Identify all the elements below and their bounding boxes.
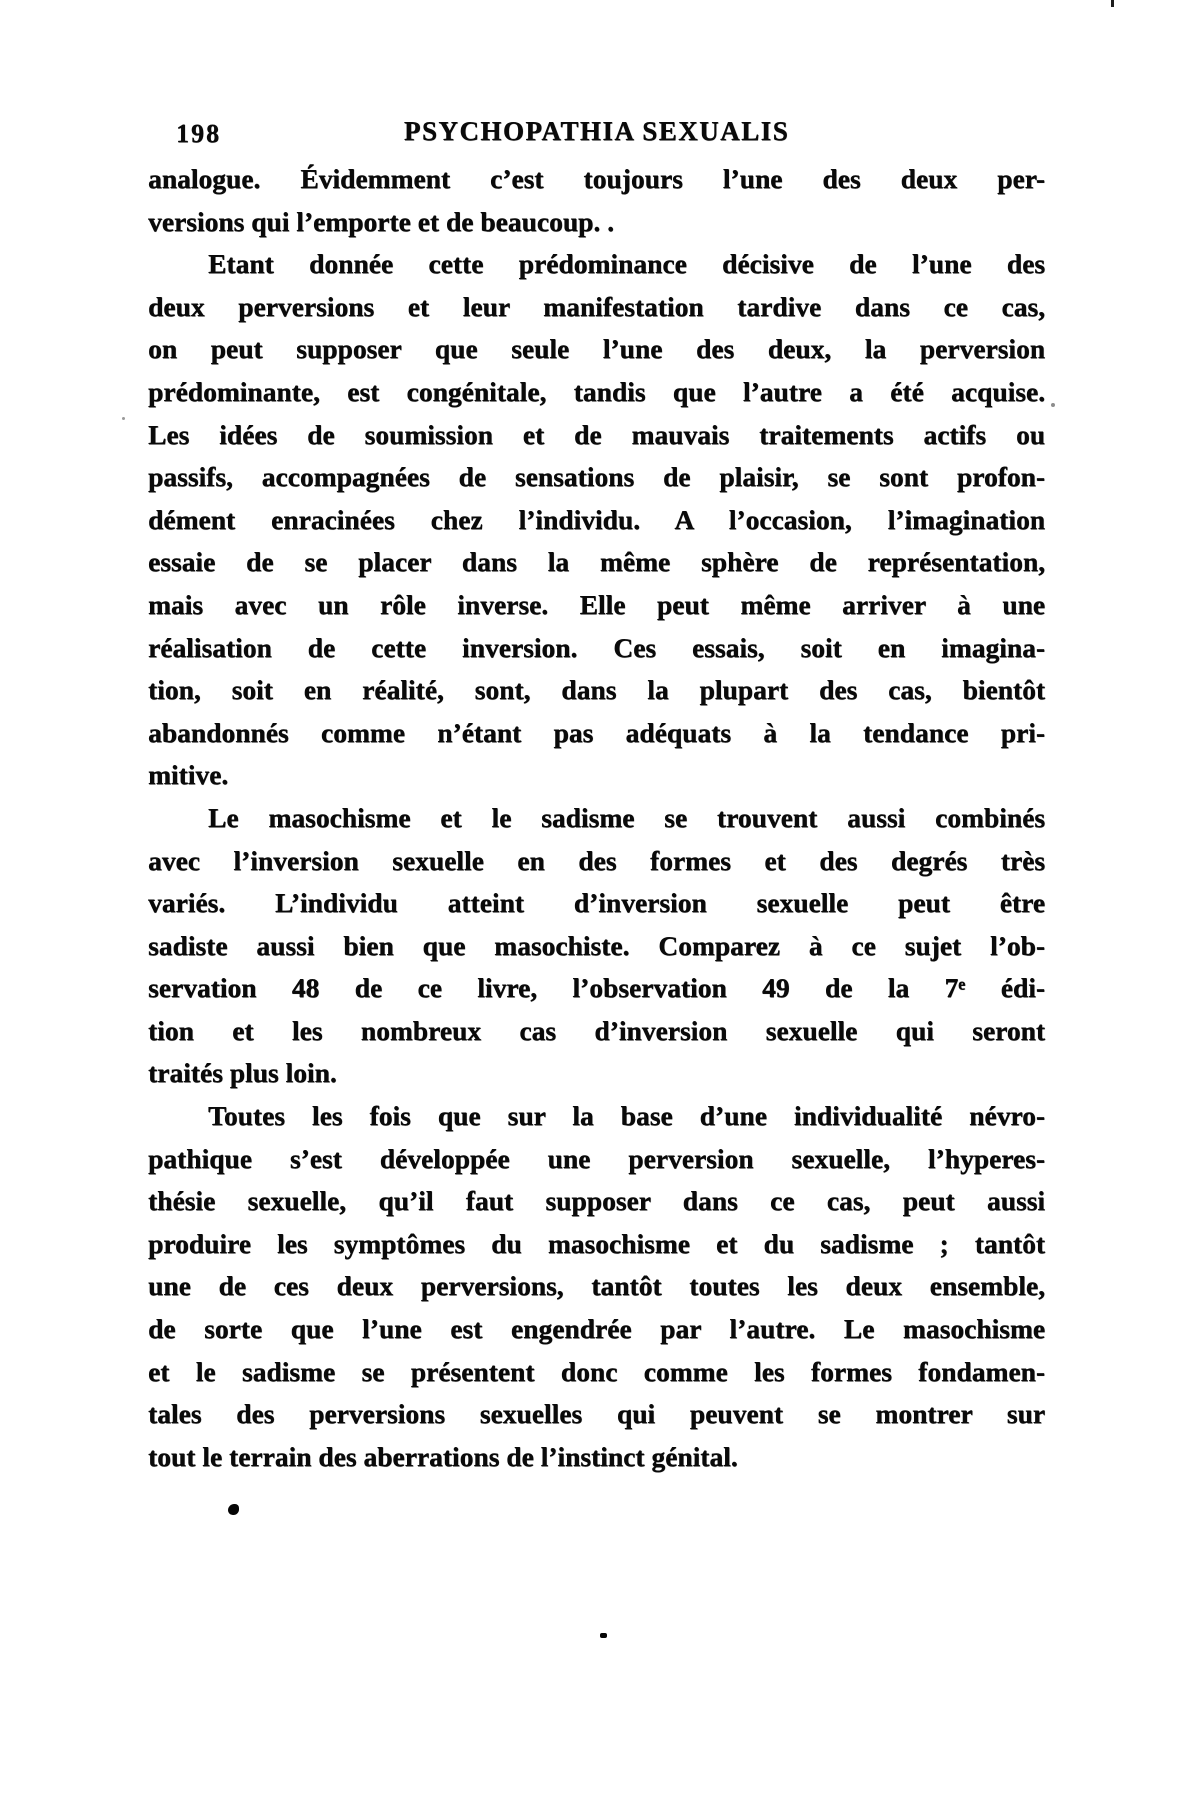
text-line: Etant donnée cette prédominance décisive de l’une des [208, 248, 1045, 280]
text-line: réalisation de cette inversion. Ces essais, soit en imagina- [148, 631, 1045, 663]
page-number: 198 [176, 119, 221, 148]
text-line: pathique s’est développée une perversion sexuelle, l’hyperes- [148, 1142, 1045, 1174]
running-header-title: PSYCHOPATHIA SEXUALIS [403, 116, 790, 146]
ink-blob [228, 1504, 239, 1515]
text-line: traités plus loin. [148, 1057, 337, 1089]
text-line: de sorte que l’une est engendrée par l’autre. Le masochisme [148, 1313, 1045, 1345]
text-line: mitive. [148, 759, 229, 791]
text-line: analogue. Évidemment c’est toujours l’une des deux per- [148, 163, 1045, 194]
text-line: prédominante, est congénitale, tandis que l’autre a été acquise. [148, 375, 1045, 407]
text-line: avec l’inversion sexuelle en des formes et des degrés très [148, 844, 1045, 876]
text-line: thésie sexuelle, qu’il faut supposer dans ce cas, peut aussi [148, 1185, 1045, 1217]
text-line: mais avec un rôle inverse. Elle peut même arriver à une [148, 588, 1045, 620]
ink-speck [600, 1633, 607, 1638]
text-line: sadiste aussi bien que masochiste. Comparez à ce sujet l’ob- [148, 929, 1045, 961]
text-line: on peut supposer que seule l’une des deux, la perversion [148, 333, 1045, 365]
text-line: essaie de se placer dans la même sphère de représentation, [148, 546, 1045, 578]
text-line: Le masochisme et le sadisme se trouvent aussi combinés [208, 801, 1045, 833]
text-line: abandonnés comme n’étant pas adéquats à la tendance pri- [148, 716, 1045, 748]
text-line: passifs, accompagnées de sensations de plaisir, se sont profon- [148, 461, 1045, 493]
text-line: variés. L’individu atteint d’inversion sexuelle peut être [148, 887, 1045, 919]
text-line: deux perversions et leur manifestation tardive dans ce cas, [148, 290, 1045, 322]
text-line: tion, soit en réalité, sont, dans la plupart des cas, bientôt [148, 674, 1045, 706]
text-line: servation 48 de ce livre, l’observation 49 de la 7ᵉ édi- [148, 972, 1045, 1004]
text-line: tout le terrain des aberrations de l’instinct génital. [148, 1440, 738, 1472]
text-line: tion et les nombreux cas d’inversion sexuelle qui seront [148, 1014, 1045, 1046]
text-line: tales des perversions sexuelles qui peuvent se montrer sur [148, 1398, 1045, 1430]
text-line: versions qui l’emporte et de beaucoup. . [148, 205, 614, 237]
corner-ink-mark [1111, 0, 1114, 7]
text-line: Les idées de soumission et de mauvais traitements actifs ou [148, 418, 1045, 450]
faint-ink-dot [1051, 403, 1055, 407]
text-line: Toutes les fois que sur la base d’une individualité névro- [208, 1100, 1045, 1132]
text-line: une de ces deux perversions, tantôt toutes les deux ensemble, [148, 1270, 1045, 1302]
text-line: dément enracinées chez l’individu. A l’occasion, l’imagination [148, 503, 1045, 535]
text-line: produire les symptômes du masochisme et du sadisme ; tantôt [148, 1227, 1045, 1259]
running-header [148, 116, 1045, 152]
text-line: et le sadisme se présentent donc comme les formes fondamen- [148, 1355, 1045, 1387]
faint-ink-dot [122, 417, 125, 420]
body-text-column [148, 158, 1045, 1478]
